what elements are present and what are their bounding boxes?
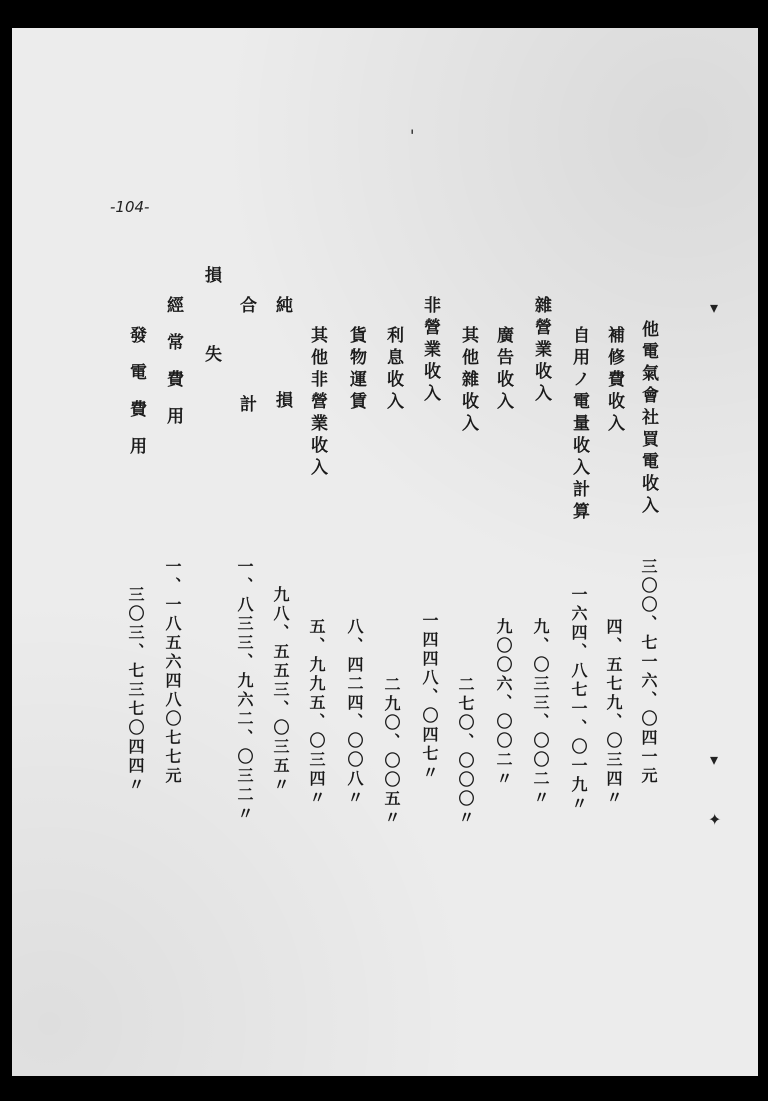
ink-speck: ▾: [710, 750, 719, 769]
label-regular-expenses: 經常費用: [163, 296, 183, 444]
value-advertising-income: 九、〇三三、〇〇二〃: [531, 618, 550, 808]
value-repair-fee-income: 四、五七九、〇三四〃: [604, 618, 623, 808]
label-repair-fee-income: 補修費收入: [604, 326, 624, 436]
value-non-business-income: 二七〇、〇〇〇〃: [456, 676, 475, 828]
ink-speck: ▾: [710, 298, 719, 317]
value-other-misc-income: 九〇〇六、〇〇二〃: [494, 618, 513, 789]
value-regular-expenses: 一、一八五六四八〇七七元: [163, 558, 182, 786]
label-interest-income: 利息收入: [383, 326, 403, 414]
label-non-business-income: 非營業收入: [420, 296, 440, 406]
value-net-loss: 五、九九五、〇三四〃: [307, 618, 326, 808]
value-other-non-business-income: 八、四二四、〇〇八〃: [345, 618, 364, 808]
document-page: [12, 28, 758, 1076]
value-losses: 一、八三三、九六二、〇三二〃: [235, 558, 254, 824]
label-losses: 損失: [201, 266, 221, 424]
value-interest-income: 一四四八、〇四七〃: [420, 612, 439, 783]
ink-speck: ✦: [708, 810, 722, 829]
label-other-misc-income: 其他雜收入: [458, 326, 478, 436]
label-net-loss: 純損: [272, 296, 292, 486]
page-number: -104-: [110, 198, 150, 216]
label-total: 合計: [236, 296, 256, 494]
label-other-non-business-income: 其他非營業收入: [307, 326, 327, 480]
value-total: 九八、五五三、〇三五〃: [271, 586, 290, 795]
label-freight-income: 貨物運賃: [346, 326, 366, 414]
label-generation-expenses: 發電費用: [126, 326, 146, 474]
value-generation-expenses: 三〇三、七三七〇四四〃: [126, 586, 145, 795]
label-advertising-income: 廣告收入: [493, 326, 513, 414]
value-freight-income: 二九〇、〇〇五〃: [382, 676, 401, 828]
label-purchased-power-income: 他電氣會社買電收入: [638, 320, 658, 518]
ink-speck: ': [410, 126, 415, 145]
label-own-power-income: 自用ノ電量收入計算: [569, 326, 589, 524]
value-purchased-power-income: 三〇〇、七一六、〇四一元: [639, 558, 658, 786]
label-misc-business-income: 雜營業收入: [531, 296, 551, 406]
value-own-power-income: 一六四、八七一、〇一九〃: [569, 586, 588, 814]
